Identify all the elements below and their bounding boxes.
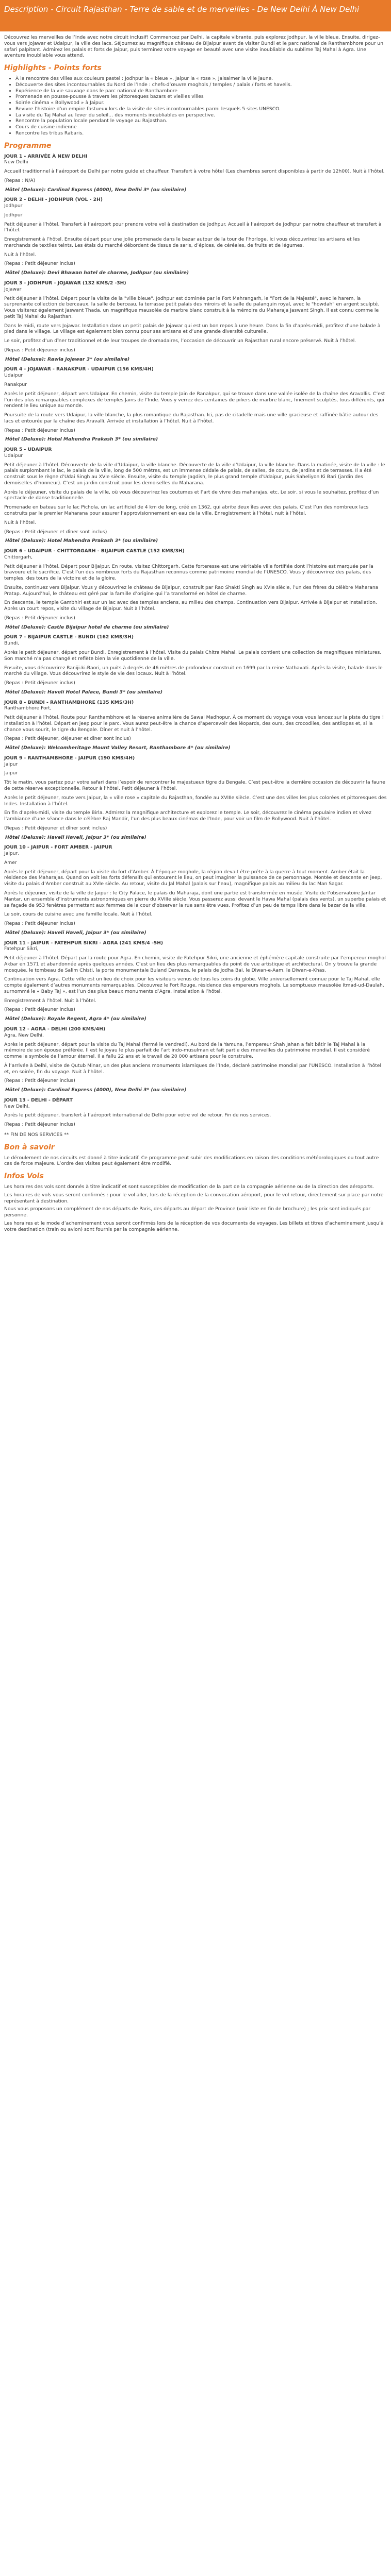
hotel-name: Hôtel (Deluxe): Devi Bhawan hotel de charme, Jodhpur (ou similaire) [5,270,189,276]
day-paragraph: Après le petit déjeuner, transfert à l’aéroport international de Delhi pour votre vol de retour. Fin de nos services. [4,1112,271,1118]
bon-a-savoir-heading: Bon à savoir [4,1143,55,1151]
infos-paragraph: Les horaires et le mode d’acheminement vous seront confirmés lors de la réception de vos documents de voyages. Les billets et titres d’acheminement jusqu’à votre destination (train ou avion) sont fournis par la compagnie aérienne. [4,1220,384,1232]
hotel-name: Hôtel (Deluxe): Cardinal Express (4000), New Delhi 3* (ou similaire) [5,187,187,193]
day-paragraph: Tôt le matin, vous partez pour votre safari dans l’espoir de rencontrer le majestueux tigre du Bengale. C’est peut-être la dernière occasion de découvrir la faune de cette réserve exceptionnelle. Retour à l’hôtel. Petit déjeuner à l’hôtel. [4,779,385,792]
day-paragraph: (Repas : Petit déjeuner inclus) [4,1007,75,1013]
day-section [4,844,387,936]
infos-vols-heading: Infos Vols [4,1172,44,1181]
day-paragraph: Petit déjeuner à l’hôtel. Départ pour la visite de la "ville bleue". Jodhpur est dominée par le Fort Mehrangarh, le "Fort de la Majesté", avec le harem, la surprenante collection de berceaux, la salle de berceau, la terrasse petit palais des miroirs et la salle du palanquin royal, avec le "howdah" en argent sculpté. Vous visiterez également Jaswant Thada, un magnifique mausolée de marbre blanc construit à la mémoire du Maharaja Jaswant Singh. Il est connu comme le petit Taj Mahal du Rajasthan. [4,295,380,319]
intro-text: Découvrez les merveilles de l’Inde avec notre circuit inclusif! Commencez par Delhi, la capitale vibrante, puis explorez Jodhpur, la ville bleue. Ensuite, dirigez-vous vers Jojawar et Udaipur, la ville des lacs. Séjournez au magnifique château de Bijaipur avant de visiter Bundi et le parc national de Ranthambhore pour un safari palpitant. Admirez les palais et forts de Jaipur, puis terminez votre voyage en beauté avec une visite inoubliable du sublime Taj Mahal à Agra. Une aventure inoubliable vous attend. [4,35,384,59]
programme-heading: Programme [4,141,52,150]
day-city: Ranthambhore Fort, [4,705,52,711]
day-paragraph: Après le petit déjeuner, départ vers Udaipur. En chemin, visite du temple Jain de Ranakpur, qui se trouve dans une vallée isolée de la chaîne des Aravallis. C’est l’un des plus remarquables complexes de temples Jains de l’Inde. Vous y verrez des centaines de piliers de marbre blanc, finement sculptés, tous différents, qui rendent le lieu unique au monde. [4,391,385,409]
day-title: JOUR 2 - DELHI - JODHPUR (VOL - 2H) [4,197,103,203]
hotel-name: Hôtel (Deluxe): Haveli Hotel Palace, Bundi 3* (ou similaire) [5,689,163,695]
highlight-item: • Découverte des sites incontournables du Nord de l’Inde : chefs-d’œuvre moghols / temples / palais / forts et havelis. [15,82,387,88]
highlight-item: • Cours de cuisine indienne [15,124,387,130]
day-paragraph: Continuation vers Agra. Cette ville est un lieu de choix pour les visiteurs venus de tous les coins du globe. Ville universellement connue pour le Taj Mahal, elle compte également d’autres monuments remarquables. Découvrez le Fort Rouge, résidence des empereurs moghols. Le somptueux mausolée Itmad-ud-Daulah, surnommé le « Baby Taj », est l’un des plus beaux monuments d’Agra. Installation à l’hôtel. [4,976,384,994]
highlight-item: • Rencontre la population locale pendant le voyage au Rajasthan. [15,118,387,124]
day-title: JOUR 11 - JAIPUR - FATEHPUR SIKRI - AGRA (241 KMS/4 -5H) [4,940,164,946]
hotel-line [4,1016,387,1022]
day-paragraph: (Repas : Petit déjeuner et dîner sont inclus) [4,529,107,535]
day-paragraph: (Repas : N/A) [4,177,36,183]
day-city: Agra, New Delhi, [4,1032,44,1038]
day-city: New Delhi, [4,1103,30,1109]
day-section [4,940,387,1022]
day-paragraph: (Repas : Petit déjeuner, déjeuner et dîner sont inclus) [4,736,131,742]
day-description [4,1042,387,1084]
day-city: Jaipur [4,761,18,767]
day-paragraph: Ranakpur [4,381,27,387]
day-title: JOUR 10 - JAIPUR - FORT AMBER - JAIPUR [4,844,112,851]
day-section [4,366,387,443]
hotel-line [4,357,387,363]
hotel-line [4,689,387,696]
hotel-name: Hôtel (Deluxe): Hotel Mahendra Prakash 3* (ou similaire) [5,436,158,443]
highlight-item: • Expérience de la vie sauvage dans le parc national de Ranthambore [15,88,387,94]
day-section [4,634,387,695]
day-paragraph: Jodhpur [4,212,23,218]
hotel-line [4,187,387,193]
highlight-item: • Revivre l’histoire d’un empire fastueux lors de la visite de sites incontournables parmi lesquels 5 sites UNESCO. [15,106,387,112]
day-city: New Delhi [4,159,28,165]
day-paragraph: Le soir, cours de cuisine avec une famille locale. Nuit à l’hôtel. [4,911,153,918]
day-description [4,296,387,353]
hotel-name: Hôtel (Deluxe): Hotel Mahendra Prakash 3* (ou similaire) [5,538,158,544]
highlights-list [4,76,387,137]
day-paragraph: (Repas : Petit déjeuner inclus) [4,347,75,353]
day-paragraph: En fin d’après-midi, visite du temple Birla. Admirez la magnifique architecture et explorez le temple. Le soir, découvrez le cinéma populaire indien et vivez l’ambiance d’une séance dans le célèbre Raj Mandir, l’un des plus beaux cinémas de l’Inde, pour voir un film de Bollywood. Nuit à l’hôtel. [4,810,371,822]
day-description [4,382,387,433]
day-paragraph: Enregistrement à l’hôtel. Ensuite départ pour une jolie promenade dans le bazar autour de la tour de l’horloge. Ici vous découvrirez les artisans et les marchands de textiles teints. Les étals du marché débordent de tissus de saris, d’épices, de céréales, de fruits et de légumes. [4,236,360,248]
hotel-line [4,270,387,276]
day-paragraph: (Repas : Petit déjeuner et dîner sont inclus) [4,825,107,831]
hotel-name: Hôtel (Deluxe): Rawla Jojawar 3* (ou similaire) [5,356,130,362]
day-description [4,715,387,742]
highlight-item: • Rencontre les tribus Rabaris. [15,130,387,137]
day-section [4,755,387,840]
day-paragraph: Ensuite, vous découvrirez Raniji-ki-Baori, un puits à degrés de 46 mètres de profondeur construit en 1699 par la reine Nathavati. Après la visite, balade dans le marché du village. Vous découvrirez le style de vie des locaux. Nuit à l’hôtel. [4,665,383,677]
highlight-item: • Promenade en pousse-pousse à travers les pittoresques bazars et vieilles villes [15,94,387,100]
day-paragraph: (Repas : Petit déjeuner inclus) [4,680,75,686]
day-title: JOUR 5 - UDAIPUR [4,447,52,453]
day-paragraph: (Repas : Petit déjeuner inclus) [4,921,75,927]
infos-paragraph: Les horaires des vols sont donnés à titre indicatif et sont susceptibles de modification de la part de la compagnie aérienne ou de la direction des aéroports. [4,1184,374,1190]
infos-paragraph: Les horaires de vols vous seront confirmés : pour le vol aller, lors de la réception de la convocation aéroport, pour le vol retour, directement sur place par notre représentant à destination. [4,1192,384,1204]
day-section [4,1026,387,1093]
end-of-services: ** FIN DE NOS SERVICES ** [4,1131,69,1138]
highlights-heading: Highlights - Points forts [4,64,102,73]
hotel-name: Hôtel (Deluxe): Royale Regent, Agra 4* (ou similaire) [5,1016,146,1022]
hotel-name: Hôtel (Deluxe): Welcomheritage Mount Valley Resort, Ranthambore 4* (ou similaire) [5,745,231,751]
day-paragraph: Nuit à l’hôtel. [4,251,36,258]
infos-vols-text [4,1184,387,1232]
day-paragraph: Petit déjeuner à l’hôtel. Découverte de la ville d’Udaipur, la ville blanche. Découverte de la ville d’Udaipur, la ville blanche. Dans la matinée, visite de la ville : le palais surplombant le lac, le palais de la ville, long de 500 mètres, est un immense dédale de palais, de salles, de cours, de jardins et de terrasses. Il a été construit sous le règne d’Udai Singh au XVIe siècle. Ensuite, visite du temple Jagdish, le plus grand temple d’Udaipur, puis Saheliyon Ki Bari (jardin des demoiselles d’honneur). C’est un jardin construit pour les demoiselles du Maharana. [4,462,385,486]
page [0,0,391,1234]
day-city: Udaipur [4,372,23,379]
day-section [4,197,387,276]
highlight-item: • La visite du Taj Mahal au lever du soleil… des moments inoubliables en perspective. [15,112,387,118]
day-title: JOUR 6 - UDAIPUR - CHITTORGARH - BIJAIPUR CASTLE (152 KMS/3H) [4,548,185,554]
page-title: Description - Circuit Rajasthan - Terre de sable et de merveilles - De New Delhi À New Delhi [4,5,360,14]
hotel-line [4,624,387,631]
day-paragraph: (Repas : Petit déjeuner inclus) [4,427,75,433]
hotel-name: Hôtel (Deluxe): Castle Bijaipur hotel de charme (ou similaire) [5,624,169,630]
day-description [4,650,387,686]
programme-days [4,154,387,1128]
day-city: Udaipur [4,452,23,459]
day-paragraph: Dans le midi, route vers Jojawar. Installation dans un petit palais de Jojawar qui est un bon repos à une heure. Dans la fin d’après-midi, profitez d’une balade à pied dans le village. Le village est également bien connu pour ses artisans et d’une grande diversité culturelle. [4,323,381,335]
day-paragraph: En descente, le temple Gambhiri est sur un lac avec des temples anciens, au milieu des champs. Continuation vers Bijaipur. Arrivée à Bijaipur et installation. Après un court repos, visite du village de Bijaipur. Nuit à l’hôtel. [4,600,377,612]
highlight-item: • Soirée cinéma « Bollywood » à Jaipur. [15,100,387,106]
day-paragraph: Petit déjeuner à l’hôtel. Départ pour Bijaipur. En route, visitez Chittorgarh. Cette forteresse est une véritable ville fortifiée dont l’histoire est marquée par la bravoure et le sacrifice. C’est l’un des nombreux forts du Rajasthan reconnus comme patrimoine mondial de l’UNESCO. Vous y découvrirez des palais, des temples, des tours de la victoire et de la gloire. [4,563,373,582]
day-city: Chittorgarh, [4,554,33,560]
day-description [4,168,387,184]
highlight-item: • À la rencontre des villes aux couleurs pastel : Jodhpur la « bleue », Jaipur la « rose », Jaisalmer la ville jaune. [15,76,387,82]
day-description [4,462,387,535]
day-paragraph: Après le petit déjeuner, départ pour Bundi. Enregistrement à l’hôtel. Visite du palais Chitra Mahal. Le palais contient une collection de magnifiques miniatures. Son marché n’a pas changé et reflète bien la vie quotidienne de la ville. [4,650,382,662]
day-section [4,280,387,362]
hotel-name: Hôtel (Deluxe): Haveli Haveli, Jaipur 3* (ou similaire) [5,929,146,936]
infos-paragraph: Nous vous proposons un complément de nos départs de Paris, des départs au départ de Province (voir liste en fin de brochure) ; les prix sont indiqués par personne. [4,1206,371,1218]
day-paragraph: À l’arrivée à Delhi, visite de Qutub Minar, un des plus anciens monuments islamiques de l’Inde, déclaré patrimoine mondial par l’UNESCO. Installation à l’hôtel et, en soirée, fin du voyage. Nuit à l’hôtel. [4,1062,382,1075]
day-paragraph: Après le déjeuner, visite de la ville de Jaipur : le City Palace, le palais du Maharaja, dont une partie est transformée en musée. Visite de l’observatoire Jantar Mantar, un ensemble d’instruments astronomiques en pierre du XVIIIe siècle. Vous passerez aussi devant le Hawa Mahal (palais des vents), un superbe palais et sa façade de 953 fenêtres permettant aux femmes de la cour d’observer la rue sans être vues. Profitez d’un peu de temps libre dans le bazar de la ville. [4,890,386,908]
hotel-line [4,436,387,443]
hotel-name: Hôtel (Deluxe): Cardinal Express (4000), New Delhi 3* (ou similaire) [5,1087,187,1093]
hotel-name: Hôtel (Deluxe): Haveli Haveli, Jaipur 3* (ou similaire) [5,834,146,840]
hotel-line [4,930,387,936]
day-paragraph: Poursuite de la route vers Udaipur, la ville blanche, la plus romantique du Rajasthan. Ici, pas de citadelle mais une ville gracieuse et raffinée bâtie autour des lacs et entourée par la chaîne des Aravalli. Arrivée et installation à l’hôtel. Nuit à l’hôtel. [4,412,379,424]
day-city: Jojawar [4,286,22,292]
day-section [4,548,387,630]
day-paragraph: (Repas : Petit déjeuner inclus) [4,615,75,621]
day-paragraph: Après le petit déjeuner, route vers Jaipur, la « ville rose » capitale du Rajasthan, fondée au XVIIIe siècle. C’est une des villes les plus colorées et pittoresques des Indes. Installation à l’hôtel. [4,794,387,807]
day-title: JOUR 7 - BIJAIPUR CASTLE - BUNDI (162 KMS/3H) [4,634,134,640]
day-paragraph: Après le petit déjeuner, départ pour la visite du fort d’Amber. À l’époque moghole, la région devait être prête à la guerre à tout moment. Amber était la résidence des Maharajas. Quand on voit les forts défensifs qui entourent le lieu, on peut imaginer la puissance de ce personnage. Montée et descente en jeep, visite du palais d’Amber construit au XVIe siècle. Au retour, visite du Jal Mahal (palais sur l’eau), magnifique palais au milieu du lac Man Sagar. [4,869,382,887]
day-paragraph: (Repas : Petit déjeuner inclus) [4,261,75,267]
day-paragraph: (Repas : Petit déjeuner inclus) [4,1122,75,1128]
day-paragraph: Promenade en bateau sur le lac Pichola, un lac artificiel de 4 km de long, créé en 1362, qui abrite deux îles avec des palais. C’est l’un des nombreux lacs construits par le premier Maharana pour assurer l’approvisionnement en eau de la ville. Enregistrement à l’hôtel, nuit à l’hôtel. [4,504,369,516]
day-paragraph: (Repas : Petit déjeuner inclus) [4,1078,75,1084]
day-paragraph: Petit déjeuner à l’hôtel. Départ par la route pour Agra. En chemin, visite de Fatehpur Sikri, une ancienne et éphémère capitale construite par l’empereur moghol Akbar en 1571 et abandonnée après quelques années. C’est un lieu des plus remarquables du point de vue artistique et architectural. On y trouve la grande mosquée, le tombeau de Salim Chisti, la porte monumentale Buland Darwaza, le palais de Jodha Bai, le Diwan-e-Aam, le Diwan-e-Khas. [4,955,386,973]
hotel-line [4,835,387,841]
day-paragraph: Jaipur [4,770,18,776]
day-paragraph: Après le déjeuner, visite du palais de la ville, où vous découvrirez les coutumes et l’art de vivre des maharajas, etc. Le soir, si vous le souhaitez, profitez d’un spectacle de danse traditionnelle. [4,489,379,501]
day-section [4,154,387,193]
day-description [4,860,387,927]
day-description [4,770,387,831]
hotel-line [4,1087,387,1093]
day-paragraph: Petit déjeuner à l’hôtel. Transfert à l’aéroport pour prendre votre vol à destination de Jodhpur. Accueil à l’aéroport de Jodhpur par notre chauffeur et transfert à l’hôtel. [4,221,382,233]
day-title: JOUR 12 - AGRA - DELHI (200 KMS/4H) [4,1026,106,1032]
day-description [4,1112,387,1128]
day-section [4,700,387,751]
day-title: JOUR 4 - JOJAWAR - RANAKPUR - UDAIPUR (156 KMS/4H) [4,366,154,372]
day-paragraph: Après le petit déjeuner, départ pour la visite du Taj Mahal (fermé le vendredi). Au bord de la Yamuna, l’empereur Shah Jahan a fait bâtir le Taj Mahal à la mémoire de son épouse préférée. Il est le joyau le plus parfait de l’art indo-musulman et fait partie des merveilles du patrimoine mondial. Il est considéré comme le symbole de l’amour éternel. Il a fallu 22 ans et le travail de 20 000 artisans pour le construire. [4,1041,370,1060]
day-paragraph: Nuit à l’hôtel. [4,519,36,526]
day-paragraph: Le soir, profitez d’un dîner traditionnel et de leur troupes de dromadaires, l’occasion de découvrir un Rajasthan rural encore préservé. Nuit à l’hôtel. [4,338,356,344]
day-city: Bundi, [4,640,20,647]
day-section [4,447,387,544]
hotel-line [4,538,387,544]
day-description [4,212,387,267]
day-description [4,955,387,1013]
bon-a-savoir-text: Le déroulement de nos circuits est donné à titre indicatif. Ce programme peut subir des modifications en raison des conditions météorologiques ou tout autre cas de force majeure. L’ordre des visites peut également être modifié. [4,1155,379,1167]
day-description [4,564,387,621]
day-paragraph: Accueil traditionnel à l’aéroport de Delhi par notre guide et chauffeur. Transfert à votre hôtel (Les chambres seront disponibles à partir de 12h00). Nuit à l’hôtel. [4,168,385,175]
day-paragraph: Enregistrement à l’hôtel. Nuit à l’hôtel. [4,997,96,1004]
day-paragraph: Amer [4,859,17,866]
day-paragraph: Ensuite, continuez vers Bijaipur. Vous y découvrirez le château de Bijaipur, construit par Rao Shakti Singh au XVIe siècle, l’un des frères du célèbre Maharana Pratap. Aujourd’hui, le château est géré par la famille d’origine qui l’a transformé en hôtel de charme. [4,584,379,597]
day-paragraph: Petit déjeuner à l’hôtel. Route pour Ranthambhore et la réserve animalière de Sawai Madhopur. À ce moment du voyage vous vous lancez sur la piste du tigre ! Installation à l’hôtel. Départ en jeep pour le parc. Vous aurez peut-être la chance d’apercevoir des léopards, des ours, des crocodiles, des antilopes et, si la chance vous sourit, le tigre du Bengale. Dîner et nuit à l’hôtel. [4,715,384,733]
day-title: JOUR 13 - DELHI - DÉPART [4,1097,73,1103]
main-content [0,35,391,1232]
day-title: JOUR 8 - BUNDI - RANTHAMBHORE (135 KMS/3H) [4,699,134,705]
day-city: Fatehpur Sikri, [4,946,39,952]
day-title: JOUR 1 - ARRIVÉE À NEW DELHI [4,153,88,159]
day-city: Jaipur, [4,851,20,857]
day-section [4,1097,387,1128]
day-city: Jodhpur [4,203,23,209]
day-title: JOUR 3 - JODHPUR - JOJAWAR (132 KMS/2 -3H) [4,280,126,286]
hotel-line [4,745,387,751]
title-banner [0,0,391,31]
day-title: JOUR 9 - RANTHAMBHORE - JAIPUR (190 KMS/4H) [4,755,135,761]
